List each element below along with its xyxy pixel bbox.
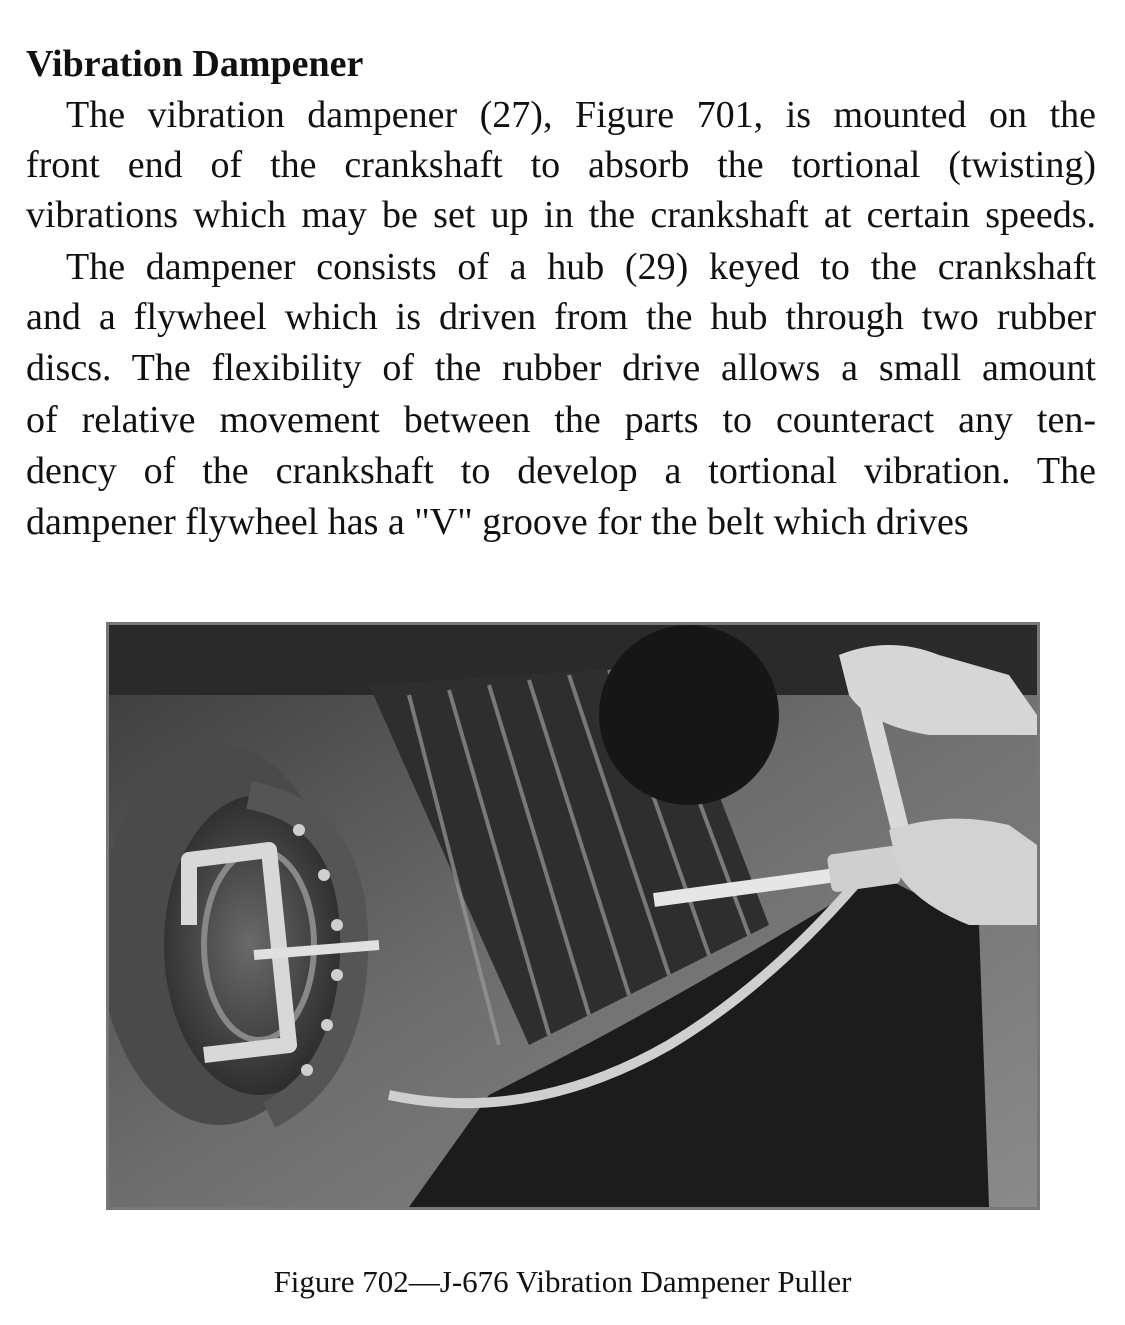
section-heading: Vibration Dampener [26, 43, 364, 85]
paragraph-line: The dampener consists of a hub (29) keyed to the crankshaft [66, 246, 1096, 288]
dampener-puller-photo [109, 625, 1037, 1207]
paragraph-line: The vibration dampener (27), Figure 701, is mounted on the [66, 94, 1096, 136]
paragraph-line: and a flywheel which is driven from the hub through two rubber [26, 296, 1096, 338]
paragraph-line: discs. The flexibility of the rubber drive allows a small amount [26, 347, 1096, 389]
paragraph-line: dency of the crankshaft to develop a tortional vibration. The [26, 450, 1096, 492]
paragraph-line: dampener flywheel has a "V" groove for the belt which drives [26, 501, 969, 543]
figure-caption: Figure 702—J-676 Vibration Dampener Puller [273, 1264, 852, 1299]
paragraph-line: front end of the crankshaft to absorb the tortional (twisting) [26, 144, 1096, 186]
paragraph-line: vibrations which may be set up in the crankshaft at certain speeds. [26, 194, 1096, 236]
paragraph-line: of relative movement between the parts to counteract any ten- [26, 399, 1096, 441]
figure-photo [106, 622, 1040, 1210]
